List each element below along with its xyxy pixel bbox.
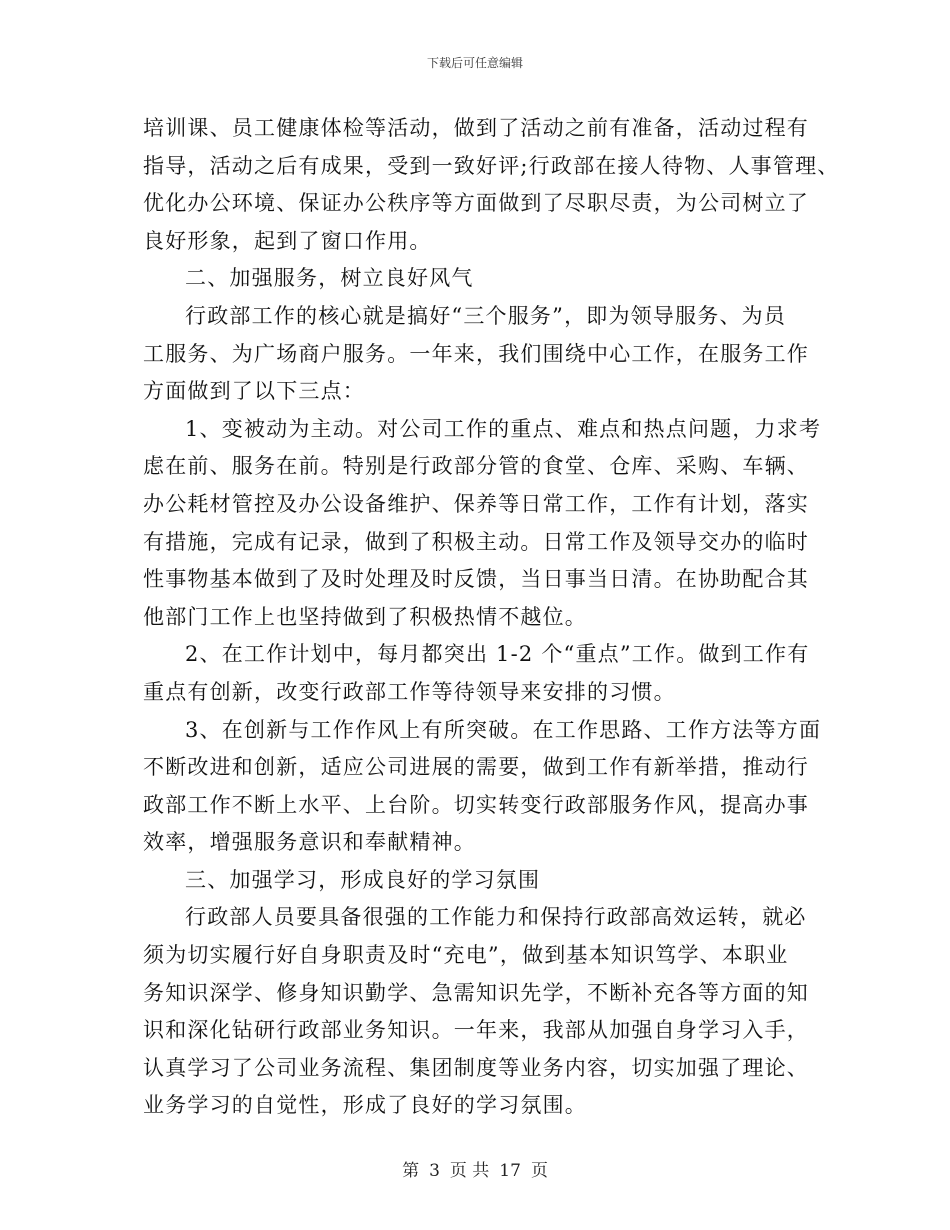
text-line: 1、变被动为主动。对公司工作的重点、难点和热点问题，力求考 [185,416,822,441]
text-line: 不断改进和创新，适应公司进展的需要，做到工作有新举措，推动行 [143,755,809,780]
text-line: 方面做到了以下三点： [143,379,365,404]
text-line: 办公耗材管控及办公设备维护、保养等日常工作，工作有计划，落实 [143,491,809,516]
text-line: 识和深化钻研行政部业务知识。一年来，我部从加强自身学习入手， [143,1018,809,1043]
page-header: 下载后可任意编辑 [426,56,523,70]
text-line: 指导，活动之后有成果，受到一致好评;行政部在接人待物、人事管理、 [143,153,840,178]
text-line: 3、在创新与工作作风上有所突破。在工作思路、工作方法等方面 [185,717,822,742]
text-line: 他部门工作上也坚持做到了积极热情不越位。 [143,604,587,629]
footer-prefix: 第 [402,1161,420,1181]
text-line: 行政部工作的核心就是搞好“三个服务”，即为领导服务、为员 [185,303,787,328]
text-line: 优化办公环境、保证办公秩序等方面做到了尽职尽责，为公司树立了 [143,191,809,216]
footer-suffix: 页 [530,1161,548,1181]
page-footer [0,1156,950,1181]
text-line: 行政部人员要具备很强的工作能力和保持行政部高效运转，就必 [185,905,807,930]
text-line: 虑在前、服务在前。特别是行政部分管的食堂、仓库、采购、车辆、 [143,454,809,479]
text-line: 良好形象，起到了窗口作用。 [143,228,432,253]
footer-middle: 页 共 [449,1161,490,1181]
text-line: 业务学习的自觉性，形成了良好的学习氛围。 [143,1093,587,1118]
text-line: 二、加强服务，树立良好风气 [185,266,474,291]
text-line: 认真学习了公司业务流程、集团制度等业务内容，切实加强了理论、 [143,1055,809,1080]
text-line: 培训课、员工健康体检等活动，做到了活动之前有准备，活动过程有 [143,116,809,140]
text-line: 2、在工作计划中，每月都突出 1-2 个“重点”工作。做到工作有 [185,642,810,667]
text-line: 有措施，完成有记录，做到了积极主动。日常工作及领导交办的临时 [143,529,809,554]
text-line: 性事物基本做到了及时处理及时反馈，当日事当日清。在协助配合其 [143,567,809,592]
footer-page-number: 3 [429,1161,440,1181]
text-line: 务知识深学、修身知识勤学、急需知识先学，不断补充各等方面的知 [143,980,809,1005]
text-line: 须为切实履行好自身职责及时“充电”，做到基本知识笃学、本职业 [143,943,789,968]
text-line: 重点有创新，改变行政部工作等待领导来安排的习惯。 [143,679,676,704]
text-line: 效率，增强服务意识和奉献精神。 [143,830,476,855]
document-body [143,110,840,1125]
text-line: 三、加强学习，形成良好的学习氛围 [185,867,541,892]
text-line: 工服务、为广场商户服务。一年来，我们围绕中心工作，在服务工作 [143,341,809,366]
text-line: 政部工作不断上水平、上台阶。切实转变行政部服务作风，提高办事 [143,792,809,817]
footer-total-pages: 17 [499,1161,521,1181]
